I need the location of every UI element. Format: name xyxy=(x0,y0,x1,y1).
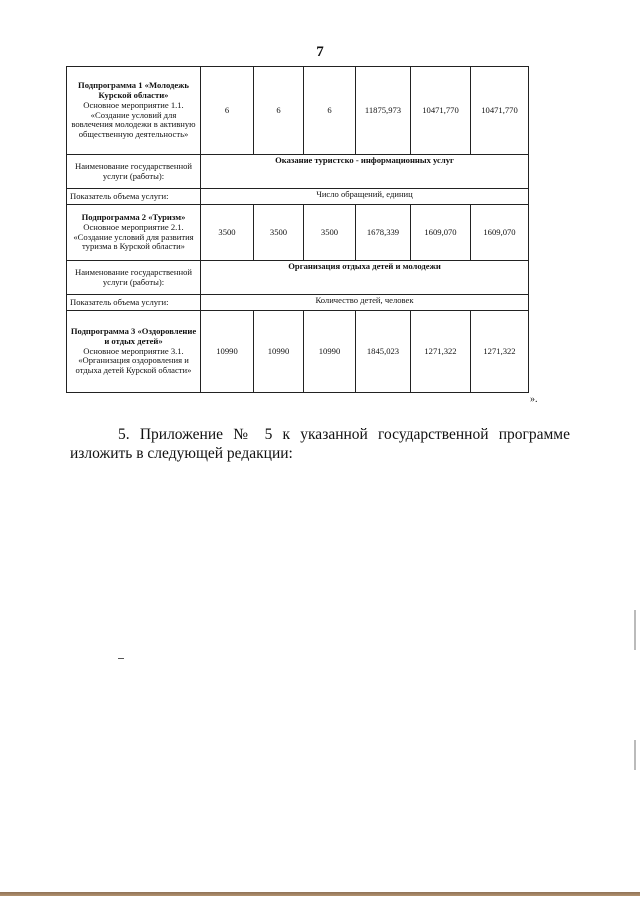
program-activity: Основное мероприятие 1.1. «Создание условий для вовлечения молодежи в активную общественную деятельность» xyxy=(71,99,196,140)
program-activity: Основное мероприятие 3.1. «Организация оздоровления и отдыха детей Курской области» xyxy=(75,345,192,376)
program-description xyxy=(67,67,201,155)
program-activity: Основное мероприятие 2.1. «Создание условий для развития туризма в Курской области» xyxy=(73,221,194,252)
value-cell: 10471,770 xyxy=(411,67,471,155)
value-cell: 3500 xyxy=(254,205,304,261)
scan-bottom-edge xyxy=(0,892,640,896)
scan-edge-mark xyxy=(634,740,636,770)
value-cell: 1609,070 xyxy=(471,205,529,261)
row-value: Оказание туристско - информационных услуг xyxy=(201,155,529,189)
value-cell: 10471,770 xyxy=(471,67,529,155)
scan-edge-mark xyxy=(634,610,636,650)
row-value: Организация отдыха детей и молодежи xyxy=(201,261,529,295)
value-cell: 6 xyxy=(304,67,356,155)
value-cell: 10990 xyxy=(304,311,356,393)
table-row-program xyxy=(67,311,529,393)
table-row-program xyxy=(67,205,529,261)
value-cell: 10990 xyxy=(201,311,254,393)
program-title: Подпрограмма 2 «Туризм» xyxy=(81,211,186,222)
row-label: Показатель объема услуги: xyxy=(67,189,201,205)
value-cell: 3500 xyxy=(304,205,356,261)
paragraph-line-2: изложить в следующей редакции: xyxy=(70,445,293,462)
table-row-label xyxy=(67,189,529,205)
table-row-label xyxy=(67,261,529,295)
table-row-label xyxy=(67,155,529,189)
table-row-label xyxy=(67,295,529,311)
value-cell: 10990 xyxy=(254,311,304,393)
program-description xyxy=(67,311,201,393)
row-label: Наименование государственной услуги (работы): xyxy=(67,261,201,295)
row-label: Показатель объема услуги: xyxy=(67,295,201,311)
value-cell: 3500 xyxy=(201,205,254,261)
scan-speck xyxy=(118,658,124,659)
closing-quote: ». xyxy=(530,394,538,405)
value-cell: 1609,070 xyxy=(411,205,471,261)
value-cell: 6 xyxy=(254,67,304,155)
paragraph-line-1: 5. Приложение № 5 к указанной государственной программе xyxy=(118,426,570,443)
row-value: Число обращений, единиц xyxy=(201,189,529,205)
row-value: Количество детей, человек xyxy=(201,295,529,311)
page-number: 7 xyxy=(316,44,324,60)
value-cell: 1271,322 xyxy=(471,311,529,393)
value-cell: 1271,322 xyxy=(411,311,471,393)
value-cell: 6 xyxy=(201,67,254,155)
program-description xyxy=(67,205,201,261)
row-label: Наименование государственной услуги (работы): xyxy=(67,155,201,189)
value-cell: 11875,973 xyxy=(356,67,411,155)
table-row-program xyxy=(67,67,529,155)
program-table xyxy=(66,66,529,393)
program-title: Подпрограмма 3 «Оздоровление и отдых детей» xyxy=(70,325,197,346)
program-title: Подпрограмма 1 «Молодежь Курской области» xyxy=(78,79,189,100)
value-cell: 1845,023 xyxy=(356,311,411,393)
value-cell: 1678,339 xyxy=(356,205,411,261)
